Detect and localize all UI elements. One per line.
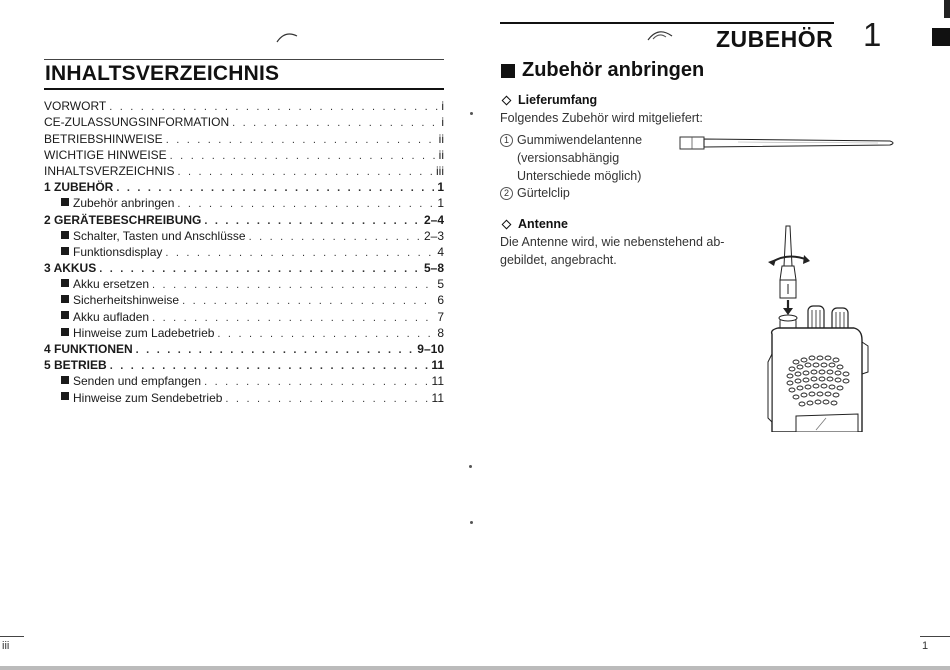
toc-dot-leader — [166, 134, 436, 146]
page-number: iii — [2, 640, 10, 652]
toc-entry-page: 2–3 — [423, 228, 444, 243]
circled-number: 1 — [500, 134, 513, 147]
toc-entry-label: 2 GERÄTEBESCHREIBUNG — [44, 212, 202, 227]
toc-entry-page: 2–4 — [423, 212, 444, 227]
toc-entry-label: CE-ZULASSUNGSINFORMATION — [44, 115, 230, 130]
square-bullet-icon — [61, 376, 69, 384]
toc-entry-page: 11 — [431, 358, 444, 373]
circled-number: 2 — [500, 187, 513, 200]
toc-entry — [44, 307, 444, 323]
toc-entry-label: Sicherheitshinweise — [73, 293, 180, 308]
toc-dot-leader — [152, 279, 434, 291]
toc-entry-page: 5 — [437, 277, 444, 292]
toc-dot-leader — [99, 263, 421, 275]
toc-entry-page: 1 — [437, 180, 444, 195]
item-label: Gürtelclip — [517, 186, 570, 200]
square-bullet-icon — [61, 392, 69, 400]
antenna-illustration-icon — [678, 133, 900, 153]
toc-dot-leader — [225, 393, 428, 405]
toc-entry-page: 7 — [437, 309, 444, 324]
chapter-title: ZUBEHÖR — [716, 26, 834, 52]
square-bullet-icon — [61, 198, 69, 206]
toc-entry-page: 1 — [437, 196, 444, 211]
toc-entry-label: Hinweise zum Sendebetrieb — [73, 390, 223, 405]
table-of-contents — [44, 97, 444, 405]
toc-entry — [44, 372, 444, 388]
toc-entry-label: Akku ersetzen — [73, 277, 150, 292]
toc-entry-label: Zubehör anbringen — [73, 196, 175, 211]
scan-bottom-edge — [0, 666, 950, 670]
antenne-line: gebildet, angebracht. — [500, 253, 617, 267]
toc-entry — [44, 129, 444, 145]
toc-entry — [44, 113, 444, 129]
toc-entry-label: Senden und empfangen — [73, 374, 202, 389]
toc-dot-leader — [177, 198, 434, 210]
toc-entry-page: 5–8 — [423, 261, 444, 276]
toc-entry-label: Schalter, Tasten und Anschlüsse — [73, 228, 246, 243]
toc-entry-page: 9–10 — [417, 342, 444, 356]
toc-entry-page: 8 — [437, 325, 444, 340]
diamond-bullet-icon — [502, 219, 512, 229]
footer-rule — [920, 636, 950, 637]
toc-entry — [44, 210, 444, 226]
toc-dot-leader — [170, 150, 436, 162]
toc-dot-leader — [152, 312, 434, 324]
subheading-antenne — [501, 217, 568, 231]
item-note: Unterschiede möglich) — [517, 169, 642, 183]
toc-entry — [44, 194, 444, 210]
toc-entry-label: 3 AKKUS — [44, 261, 97, 276]
toc-entry-label: 5 BETRIEB — [44, 358, 107, 373]
toc-entry-label: 1 ZUBEHÖR — [44, 180, 114, 195]
antenne-text — [500, 233, 724, 269]
square-bullet-icon — [61, 295, 69, 303]
toc-dot-leader — [182, 295, 434, 307]
title-bottom-rule — [44, 88, 444, 90]
toc-dot-leader — [165, 247, 434, 259]
toc-dot-leader — [204, 215, 421, 227]
toc-dot-leader — [204, 376, 428, 388]
square-bullet-icon — [61, 328, 69, 336]
list-item-antenna — [500, 131, 642, 185]
toc-entry-page: i — [441, 115, 444, 130]
toc-entry — [44, 162, 444, 178]
toc-entry-label: BETRIEBSHINWEISE — [44, 131, 163, 146]
toc-entry-page: 4 — [437, 244, 444, 259]
item-label: Gummiwendelantenne — [517, 133, 643, 147]
page-title: INHALTSVERZEICHNIS — [45, 62, 280, 85]
toc-entry — [44, 291, 444, 307]
toc-dot-leader — [232, 117, 438, 129]
toc-entry-page: iii — [436, 163, 444, 178]
square-bullet-icon — [61, 279, 69, 287]
toc-entry-page: 11 — [431, 374, 444, 389]
toc-entry — [44, 243, 444, 259]
list-item-belt-clip — [500, 184, 570, 202]
toc-entry-label: Hinweise zum Ladebetrieb — [73, 325, 215, 340]
thumb-index-tab — [932, 28, 950, 46]
right-page — [470, 0, 950, 670]
toc-entry — [44, 340, 444, 356]
toc-entry-page: 11 — [431, 390, 444, 405]
subheading-label: Antenne — [518, 217, 568, 231]
toc-entry — [44, 178, 444, 194]
toc-entry — [44, 146, 444, 162]
lieferumfang-intro: Folgendes Zubehör wird mitgeliefert: — [500, 111, 703, 125]
chapter-number: 1 — [863, 16, 882, 53]
toc-entry-label: VORWORT — [44, 99, 107, 114]
section-title: Zubehör anbringen — [522, 59, 705, 81]
toc-entry — [44, 227, 444, 243]
chapter-rule — [500, 22, 834, 24]
square-bullet-icon — [61, 231, 69, 239]
toc-entry-label: Akku aufladen — [73, 309, 150, 324]
radio-attach-illustration-icon — [766, 222, 876, 432]
antenne-line: Die Antenne wird, wie nebenstehend ab- — [500, 235, 725, 249]
toc-dot-leader — [249, 231, 421, 243]
subheading-lieferumfang — [501, 93, 597, 107]
toc-entry — [44, 275, 444, 291]
square-bullet-icon — [61, 311, 69, 319]
toc-entry-page: i — [441, 99, 444, 114]
footer-rule — [0, 636, 24, 637]
toc-entry — [44, 324, 444, 340]
toc-entry-page: 6 — [437, 293, 444, 308]
left-page — [0, 0, 470, 670]
decorative-arc-icon — [646, 26, 674, 42]
toc-entry-label: INHALTSVERZEICHNIS — [44, 163, 175, 178]
toc-dot-leader — [136, 344, 415, 356]
toc-entry — [44, 97, 444, 113]
toc-dot-leader — [177, 166, 433, 178]
toc-dot-leader — [217, 328, 434, 340]
thumb-index-tab — [944, 0, 950, 18]
title-top-rule — [44, 59, 444, 60]
section-heading — [501, 59, 704, 82]
toc-entry — [44, 259, 444, 275]
toc-entry-label: Funktionsdisplay — [73, 244, 163, 259]
toc-entry-page: ii — [438, 131, 444, 146]
toc-dot-leader — [109, 101, 438, 113]
square-bullet-icon — [61, 247, 69, 255]
decorative-arc-icon — [275, 30, 299, 44]
toc-dot-leader — [110, 360, 429, 372]
toc-entry — [44, 388, 444, 404]
toc-entry-label: WICHTIGE HINWEISE — [44, 147, 167, 162]
item-note: (versionsabhängig — [517, 151, 620, 165]
toc-dot-leader — [116, 182, 434, 194]
toc-entry-label: 4 FUNKTIONEN — [44, 342, 133, 356]
subheading-label: Lieferumfang — [518, 93, 598, 107]
page-number: 1 — [922, 640, 929, 652]
section-bullet-icon — [501, 64, 515, 78]
toc-entry-page: ii — [438, 147, 444, 162]
toc-entry — [44, 356, 444, 372]
diamond-bullet-icon — [502, 95, 512, 105]
